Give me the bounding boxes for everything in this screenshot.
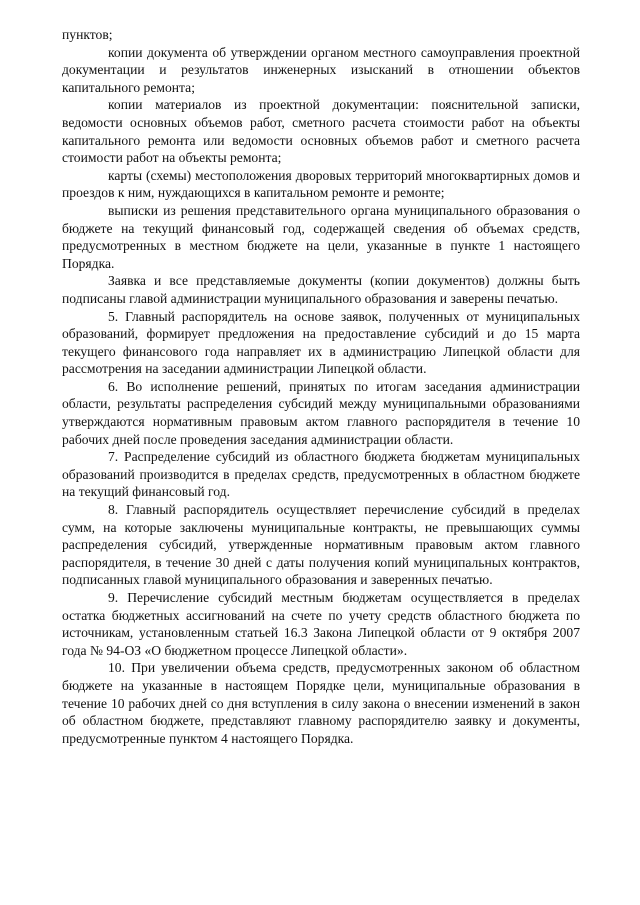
paragraph-project-materials: копии материалов из проектной документации: пояснительной записки, ведомости основных объемов работ, сметного расчета стоимости работ на объекты капитального ремонта или ведомости основных объемов работ и сметного расчета стоимости работ на объекты ремонта; <box>62 97 580 166</box>
paragraph-maps: карты (схемы) местоположения дворовых территорий многоквартирных домов и проездов к ним, нуждающихся в капитальном ремонте и ремонте; <box>62 167 580 201</box>
paragraph-item-9: 9. Перечисление субсидий местным бюджетам осуществляется в пределах остатка бюджетных ассигнований на счете по учету средств областного бюджета по источникам, установленным статьей 16.3 Закона Липецкой области от 9 октября 2007 года № 94-ОЗ «О бюджетном процессе Липецкой области». <box>62 590 580 658</box>
document-page <box>62 26 580 747</box>
paragraph-item-5: 5. Главный распорядитель на основе заявок, полученных от муниципальных образований, формирует предложения на предоставление субсидий и до 15 марта текущего финансового года направляет их в администрацию Липецкой области для рассмотрения на заседании администрации Липецкой области. <box>62 308 580 377</box>
paragraph-continuation: пунктов; <box>62 27 113 42</box>
paragraph-item-7: 7. Распределение субсидий из областного бюджета бюджетам муниципальных образований производится в пределах средств, предусмотренных в областном бюджете на текущий финансовый год. <box>62 449 580 500</box>
paragraph-budget-extract: выписки из решения представительного органа муниципального образования о бюджете на текущий финансовый год, содержащей сведения об объемах средств, предусмотренных в местном бюджете на цели, указанные в пункте 1 настоящего Порядка. <box>62 202 580 271</box>
paragraph-item-8: 8. Главный распорядитель осуществляет перечисление субсидий в пределах сумм, на которые заключены муниципальные контракты, не превышающих суммы распределения субсидий, утвержденные нормативным правовым актом главного распорядителя, в течение 30 дней с даты получения копий муниципальных контрактов, подписанных главой муниципального образования и заверенных печатью. <box>62 502 580 588</box>
paragraph-doc-approval-copy: копии документа об утверждении органом местного самоуправления проектной документации и результатов инженерных изысканий в отношении объектов капитального ремонта; <box>62 44 580 95</box>
paragraph-item-10: 10. При увеличении объема средств, предусмотренных законом об областном бюджете на указанные в настоящем Порядке цели, муниципальные образования в течение 10 рабочих дней со дня вступления в силу закона о внесении изменений в закон об областном бюджете, представляют главному распорядителю заявку и документы, предусмотренные пунктом 4 настоящего Порядка. <box>62 660 580 746</box>
paragraph-application-signing: Заявка и все представляемые документы (копии документов) должны быть подписаны главой администрации муниципального образования и заверены печатью. <box>62 273 580 306</box>
paragraph-item-6: 6. Во исполнение решений, принятых по итогам заседания администрации области, результаты распределения субсидий между муниципальными образованиями утверждаются нормативным правовым актом главного распорядителя в течение 10 рабочих дней после проведения заседания администрации области. <box>62 378 580 447</box>
